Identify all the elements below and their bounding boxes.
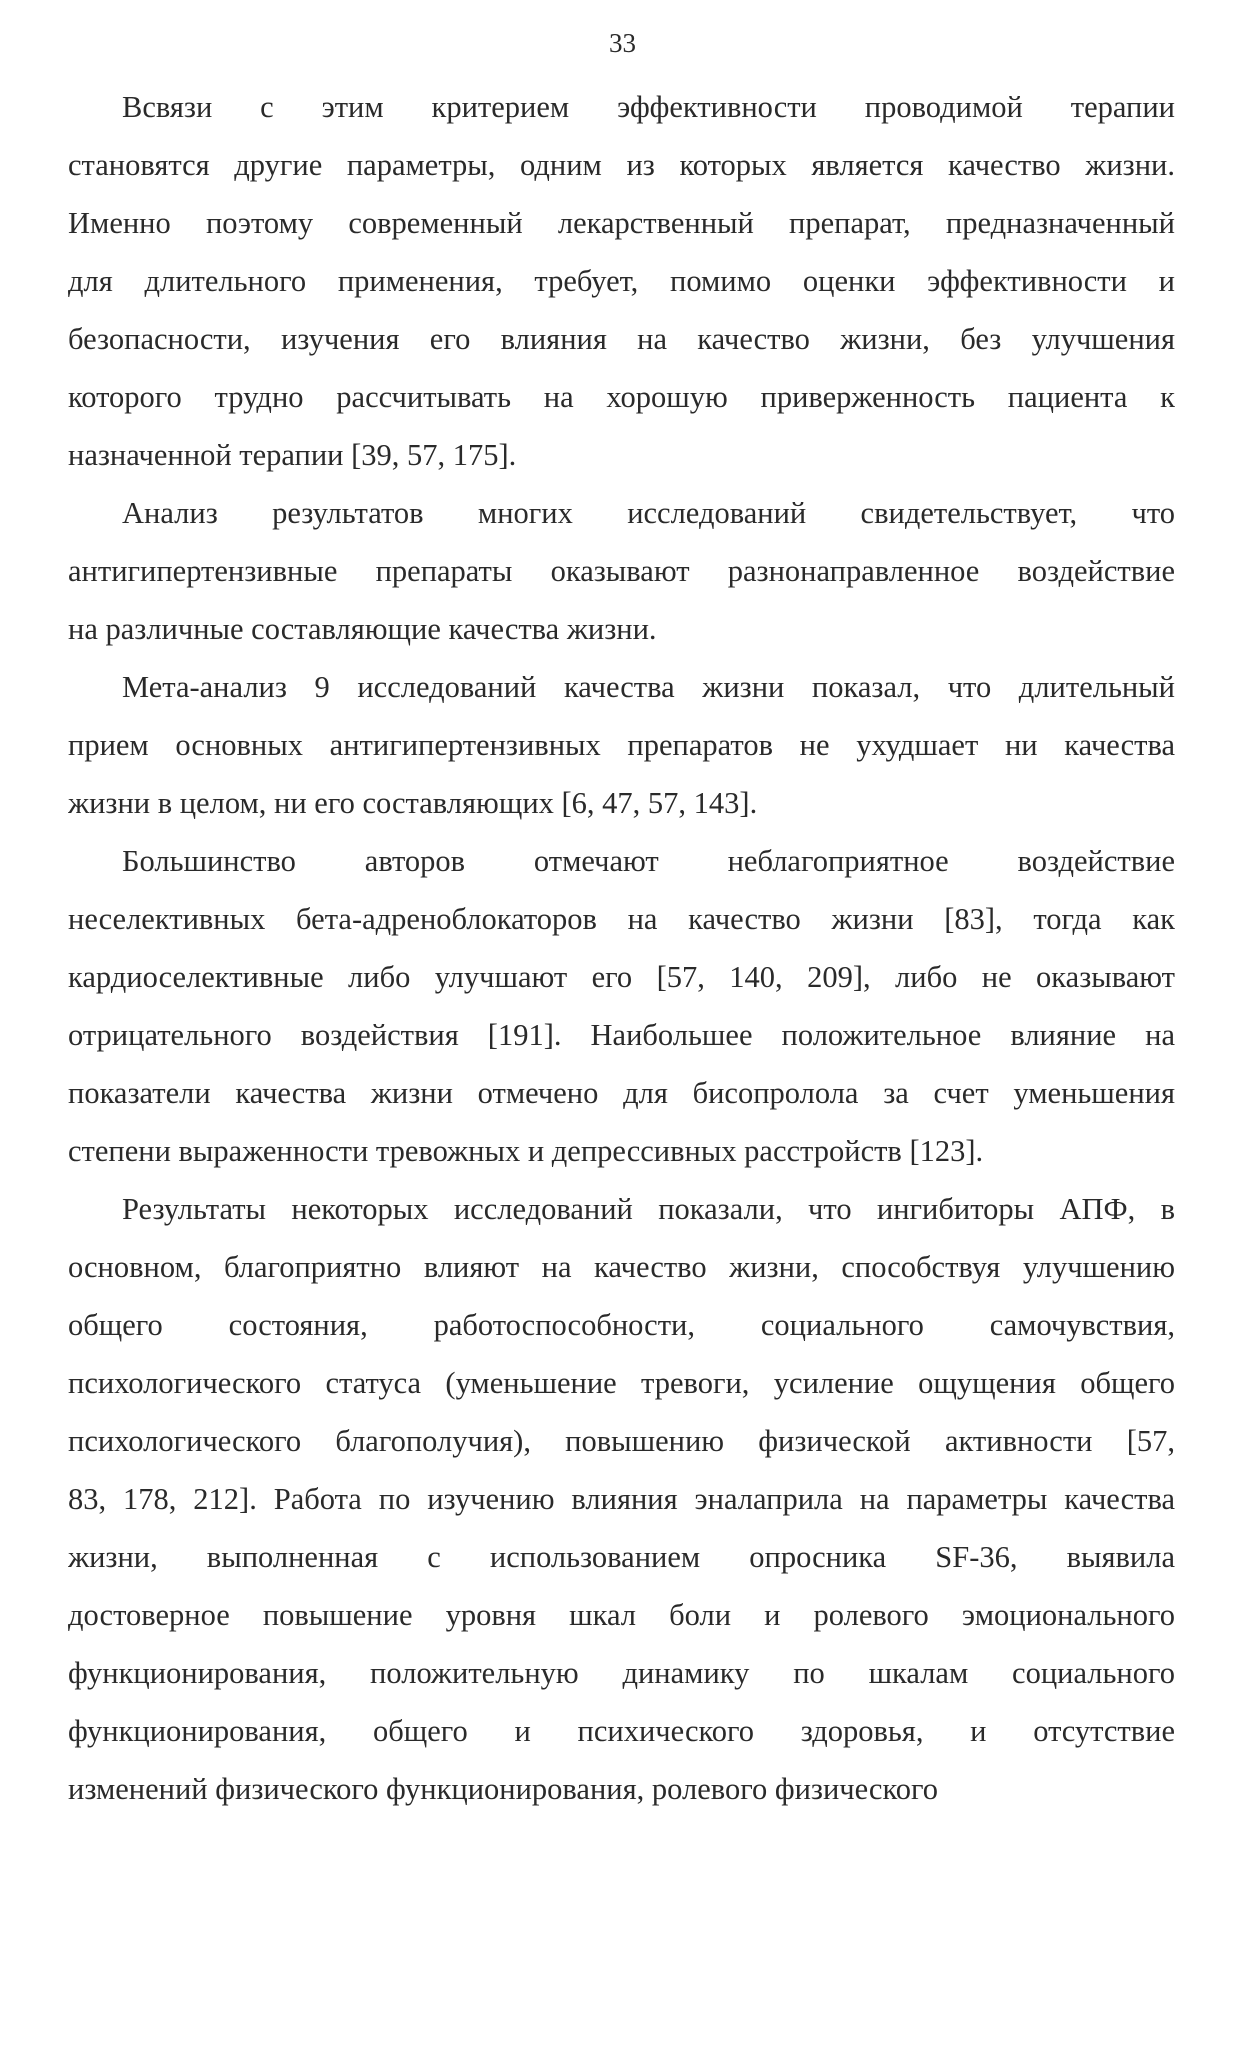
text-line: Анализ результатов многих исследований свидетельствует, что <box>122 496 1175 530</box>
text-line: показатели качества жизни отмечено для бисопролола за счет уменьшения <box>68 1076 1175 1110</box>
page-number: 33 <box>609 28 636 58</box>
text-line: антигипертензивные препараты оказывают разнонаправленное воздействие <box>68 554 1175 588</box>
text-line: неселективных бета-адреноблокаторов на качество жизни [83], тогда как <box>68 902 1175 936</box>
text-line: на различные составляющие качества жизни. <box>68 612 657 646</box>
text-line: отрицательного воздействия [191]. Наибольшее положительное влияние на <box>68 1018 1175 1052</box>
body-text <box>68 78 1175 1818</box>
text-line: достоверное повышение уровня шкал боли и ролевого эмоционального <box>68 1598 1175 1632</box>
paragraph <box>68 658 1175 832</box>
paragraph <box>68 484 1175 658</box>
text-line: назначенной терапии [39, 57, 175]. <box>68 438 517 472</box>
text-line: кардиоселективные либо улучшают его [57, 140, 209], либо не оказывают <box>68 960 1175 994</box>
paragraph <box>68 832 1175 1180</box>
text-line: функционирования, положительную динамику по шкалам социального <box>68 1656 1175 1690</box>
text-line: Большинство авторов отмечают неблагоприятное воздействие <box>122 844 1175 878</box>
text-line: Мета-анализ 9 исследований качества жизни показал, что длительный <box>122 670 1175 704</box>
text-line: прием основных антигипертензивных препаратов не ухудшает ни качества <box>68 728 1175 762</box>
text-line: изменений физического функционирования, ролевого физического <box>68 1772 938 1806</box>
text-line: которого трудно рассчитывать на хорошую приверженность пациента к <box>68 380 1175 414</box>
text-line: психологического благополучия), повышению физической активности [57, <box>68 1424 1175 1458</box>
text-line: становятся другие параметры, одним из которых является качество жизни. <box>68 148 1175 182</box>
text-line: жизни в целом, ни его составляющих [6, 47, 57, 143]. <box>68 786 758 820</box>
text-line: для длительного применения, требует, помимо оценки эффективности и <box>68 264 1175 298</box>
text-line: 83, 178, 212]. Работа по изучению влияния эналаприла на параметры качества <box>68 1482 1175 1516</box>
text-line: жизни, выполненная с использованием опросника SF-36, выявила <box>68 1540 1175 1574</box>
text-line: степени выраженности тревожных и депрессивных расстройств [123]. <box>68 1134 984 1168</box>
text-line: Именно поэтому современный лекарственный препарат, предназначенный <box>68 206 1175 240</box>
text-line: Результаты некоторых исследований показали, что ингибиторы АПФ, в <box>122 1192 1175 1226</box>
text-line: безопасности, изучения его влияния на качество жизни, без улучшения <box>68 322 1175 356</box>
paragraph <box>68 1180 1175 1818</box>
text-line: основном, благоприятно влияют на качество жизни, способствуя улучшению <box>68 1250 1175 1284</box>
text-line: психологического статуса (уменьшение тревоги, усиление ощущения общего <box>68 1366 1175 1400</box>
paragraph <box>68 78 1175 484</box>
text-line: общего состояния, работоспособности, социального самочувствия, <box>68 1308 1175 1342</box>
text-line: Всвязи с этим критерием эффективности проводимой терапии <box>122 90 1175 124</box>
text-line: функционирования, общего и психического здоровья, и отсутствие <box>68 1714 1175 1748</box>
